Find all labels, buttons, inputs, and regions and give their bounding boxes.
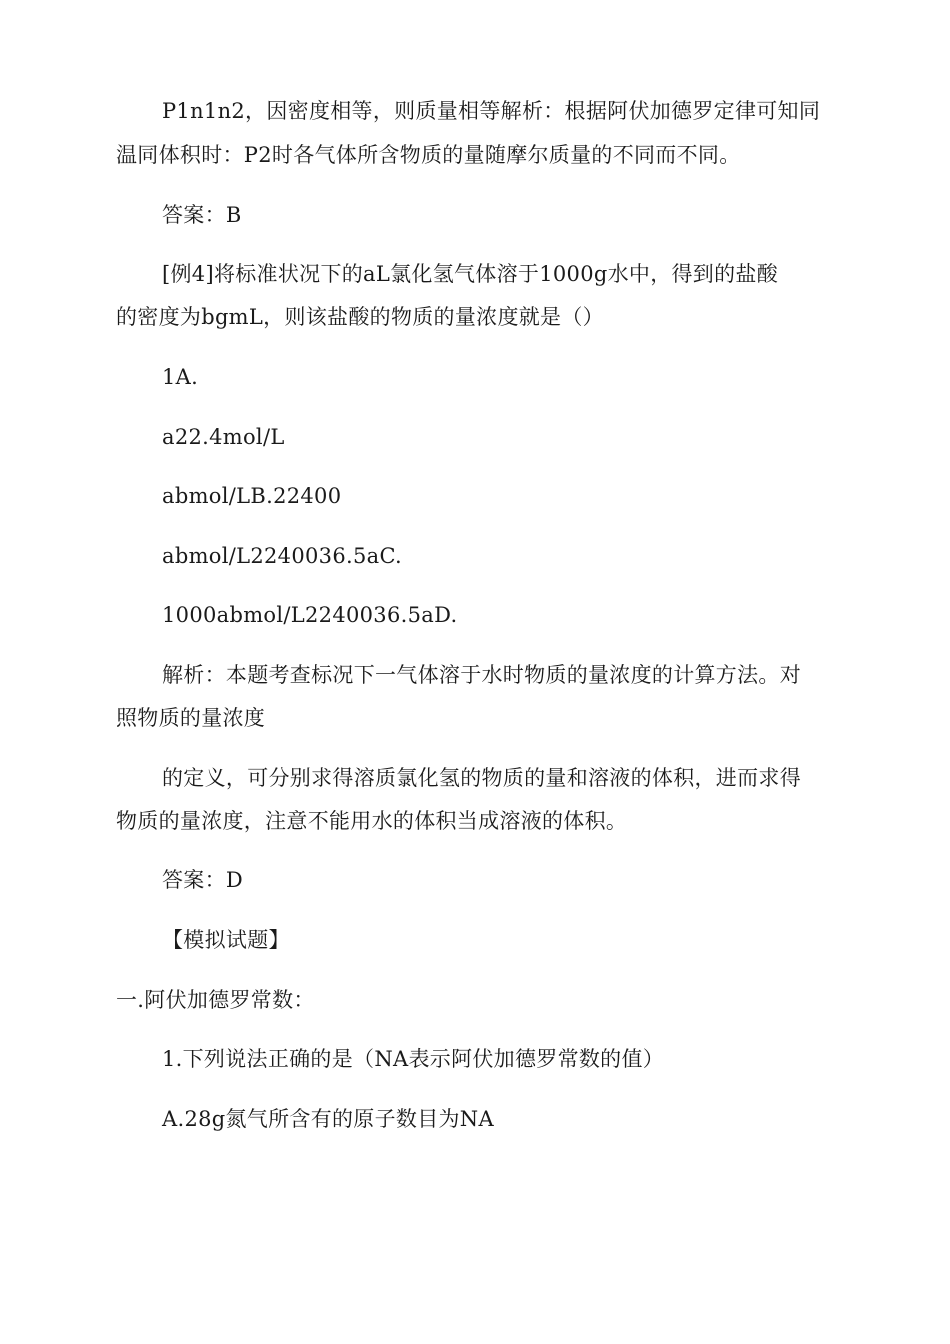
option-line: a22.4mol/L [162,425,285,449]
option-line: 1A. [162,365,199,389]
analysis-line: 解析：本题考查标况下一气体溶于水时物质的量浓度的计算方法。对 [162,663,801,687]
answer-line: 答案：B [162,203,242,227]
option-line: abmol/L2240036.5aC. [162,544,403,568]
paragraph-line: 的密度为bgmL，则该盐酸的物质的量浓度就是（） [116,305,604,329]
option-line: 1000abmol/L2240036.5aD. [162,603,458,627]
example-heading-line: [例4]将标准状况下的aL氯化氢气体溶于1000g水中，得到的盐酸 [162,262,778,286]
analysis-line: 的定义，可分别求得溶质氯化氢的物质的量和溶液的体积，进而求得 [162,766,801,790]
analysis-line: 物质的量浓度，注意不能用水的体积当成溶液的体积。 [116,809,628,833]
subsection-heading: 一.阿伏加德罗常数： [116,988,315,1012]
paragraph-line: 温同体积时：P2时各气体所含物质的量随摩尔质量的不同而不同。 [116,143,741,167]
question-line: 1.下列说法正确的是（NA表示阿伏加德罗常数的值） [162,1047,665,1071]
paragraph-line: P1n1n2，因密度相等，则质量相等解析：根据阿伏加德罗定律可知同 [162,99,821,123]
option-line: A.28g氮气所含有的原子数目为NA [162,1107,494,1131]
section-heading: 【模拟试题】 [162,928,290,952]
analysis-line: 照物质的量浓度 [116,706,266,730]
answer-line: 答案：D [162,868,244,892]
option-line: abmol/LB.22400 [162,484,342,508]
